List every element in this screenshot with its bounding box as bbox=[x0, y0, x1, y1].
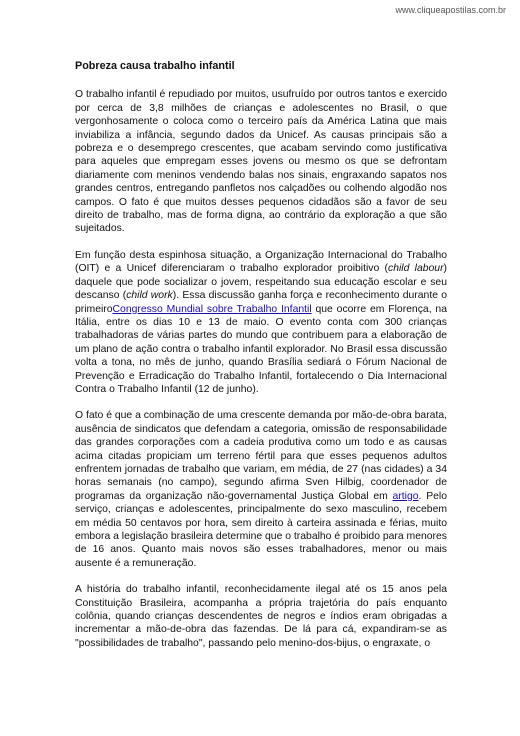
article-title: Pobreza causa trabalho infantil bbox=[75, 60, 235, 72]
article bbox=[75, 60, 447, 663]
paragraph-2-text-a: Em função desta espinhosa situação, a Organização Internacional do Trabalho (OIT) e a Unicef diferenciaram o trabalho explorador proibitivo ( bbox=[75, 249, 447, 275]
paragraph-2-text-b: ) daquele que pode socializar o jovem, respeitando sua educação escolar e seu descanso ( bbox=[75, 263, 447, 302]
congress-link[interactable]: Congresso Mundial sobre Trabalho Infantil bbox=[112, 303, 312, 315]
paragraph-2-em-child-labour: child labour bbox=[388, 263, 444, 275]
site-url: www.cliqueapostilas.com.br bbox=[395, 5, 506, 15]
paragraph-2-text-d: que ocorre em Florença, na Itália, entre os dias 10 e 13 de maio. O evento conta com 300 crianças trabalhadoras de várias partes do mundo que contribuem para a elaboração de um plano de ação contra o trabalho infantil explorador. No Brasil essa discussão volta a tona, no mês de junho, quando Brasília sediará o Fórum Nacional de Prevenção e Erradicação do Trabalho Infantil, fortalecendo o Dia Internacional Contra o Trabalho Infantil (12 de junho). bbox=[75, 303, 447, 395]
artigo-link[interactable]: artigo bbox=[392, 490, 419, 502]
paragraph-1: O trabalho infantil é repudiado por muitos, usufruído por outros tantos e exercido por cerca de 3,8 milhões de crianças e adolescentes no Brasil, o que vergonhosamente o coloca como o terceiro país da América Latina que mais inviabiliza a infância, segundo dados da Unicef. As causas principais são a pobreza e o desemprego crescentes, que acabam servindo como justificativa para aqueles que empregam esses jovens ou mesmo os que se defrontam diariamente com meninos vendendo balas nos sinais, engraxando sapatos nos grandes centros, entregando panfletos nos calçadões ou colhendo algodão nos campos. O fato é que muitos desses pequenos cidadãos são a favor de seu direito de trabalho, mas de forma digna, ao contrário da exploração a que são sujeitados. bbox=[75, 89, 447, 235]
paragraph-4: A história do trabalho infantil, reconhecidamente ilegal até os 15 anos pela Constituição Brasileira, acompanha a própria trajetória do país enquanto colônia, quando crianças descendentes de negros e índios eram obrigadas a incrementar a mão-de-obra das fazendas. De lá para cá, expandiram-se as "possibilidades de trabalho", passando pelo menino-dos-bijus, o engraxate, o bbox=[75, 584, 447, 649]
paragraph-3 bbox=[75, 409, 447, 570]
paragraph-2 bbox=[75, 249, 447, 396]
paragraph-3-text-b: . Pelo serviço, crianças e adolescentes, principalmente do sexo masculino, recebem em média 50 centavos por hora, sem direito à carteira assinada e férias, muito embora a legislação brasileira determine que o trabalho é proibido para menores de 16 anos. Quanto mais novos são esses trabalhadores, menor ou mais ausente é a remuneração. bbox=[75, 490, 447, 569]
paragraph-2-text-c: ). Essa discussão ganha força e reconhecimento durante o primeiro bbox=[75, 290, 447, 315]
paragraph-3-text-a: O fato é que a combinação de uma crescente demanda por mão-de-obra barata, ausência de sindicatos que defendam a categoria, omissão de responsabilidade das grandes corporações com a cadeia produtiva como um todo e as causas acima citadas propiciam um terreno fértil para que esses pequenos adultos enfrentem jornadas de trabalho que variam, em média, de 27 (nas cidades) a 34 horas semanais (no campo), segundo afirma Sven Hilbig, coordenador de programas da organização não-governamental Justiça Global em bbox=[75, 410, 447, 502]
paragraph-2-em-child-work: child work bbox=[126, 290, 173, 302]
